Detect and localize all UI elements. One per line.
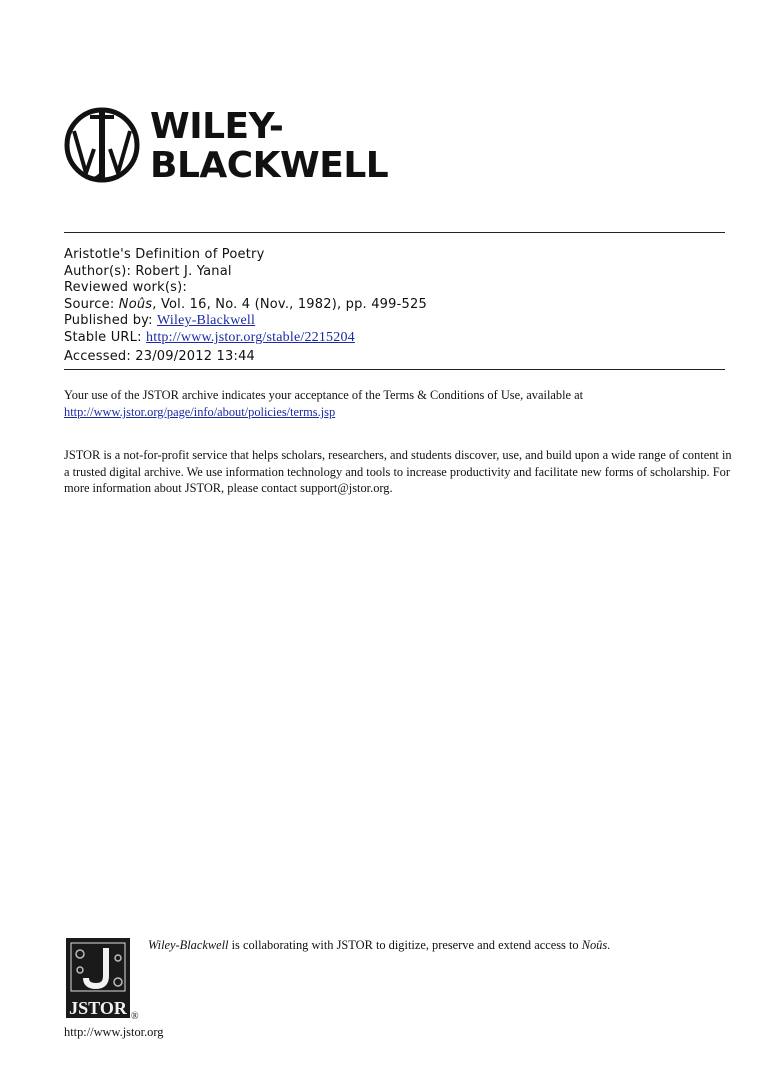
stable-url-line <box>64 330 427 347</box>
source-details: , Vol. 16, No. 4 (Nov., 1982), pp. 499-525 <box>152 296 427 312</box>
jstor-url[interactable]: http://www.jstor.org <box>64 1025 164 1039</box>
author-name: Robert J. Yanal <box>135 263 232 279</box>
author-line <box>64 264 427 281</box>
collab-publisher: Wiley-Blackwell <box>148 938 229 952</box>
registered-mark: ® <box>131 1011 139 1022</box>
stable-url-label: Stable URL: <box>64 329 142 345</box>
collab-end: . <box>607 938 611 952</box>
wordmark-line-2: BLACKWELL <box>150 145 389 186</box>
author-label: Author(s): <box>64 263 132 279</box>
accessed-date: 23/09/2012 13:44 <box>135 348 256 364</box>
about-jstor-text: JSTOR is a not-for-profit service that helps scholars, researchers, and students discover, use, and build upon a wide range of content in a trusted digital archive. We use information technology and tools to increase productivity and facilitate new forms of scholarship. For more information about JSTOR, please contact support@jstor.org. <box>64 448 732 496</box>
publisher-link[interactable]: Wiley-Blackwell <box>157 313 256 329</box>
jstor-logo <box>66 938 130 1018</box>
terms-text: Your use of the JSTOR archive indicates your acceptance of the Terms & Conditions of Use, available at <box>64 388 584 402</box>
stable-url-link[interactable]: http://www.jstor.org/stable/2215204 <box>146 329 355 345</box>
published-by-line <box>64 313 427 330</box>
wordmark-line-1: WILEY- <box>150 106 284 147</box>
reviewed-works-line: Reviewed work(s): <box>64 280 187 296</box>
published-label: Published by: <box>64 313 153 329</box>
terms-link[interactable]: http://www.jstor.org/page/info/about/policies/terms.jsp <box>64 404 336 419</box>
collab-text: is collaborating with JSTOR to digitize, preserve and extend access to <box>228 938 582 952</box>
top-divider <box>64 232 725 233</box>
wiley-blackwell-logo <box>64 101 389 189</box>
middle-divider <box>64 369 725 370</box>
terms-notice <box>64 387 732 420</box>
source-journal: Noûs <box>118 296 153 312</box>
citation-block <box>64 247 427 365</box>
jstor-logo-icon <box>66 938 130 1018</box>
jstor-logo-text: JSTOR <box>69 998 127 1018</box>
collaboration-statement <box>148 938 610 953</box>
publisher-wordmark <box>150 107 388 185</box>
accessed-label: Accessed: <box>64 348 131 364</box>
article-title: Aristotle's Definition of Poetry <box>64 247 265 262</box>
accessed-line <box>64 349 427 366</box>
source-label: Source: <box>64 296 115 312</box>
collab-journal: Noûs <box>581 938 608 952</box>
wiley-blackwell-monogram-icon <box>64 101 144 189</box>
source-line <box>64 297 427 314</box>
